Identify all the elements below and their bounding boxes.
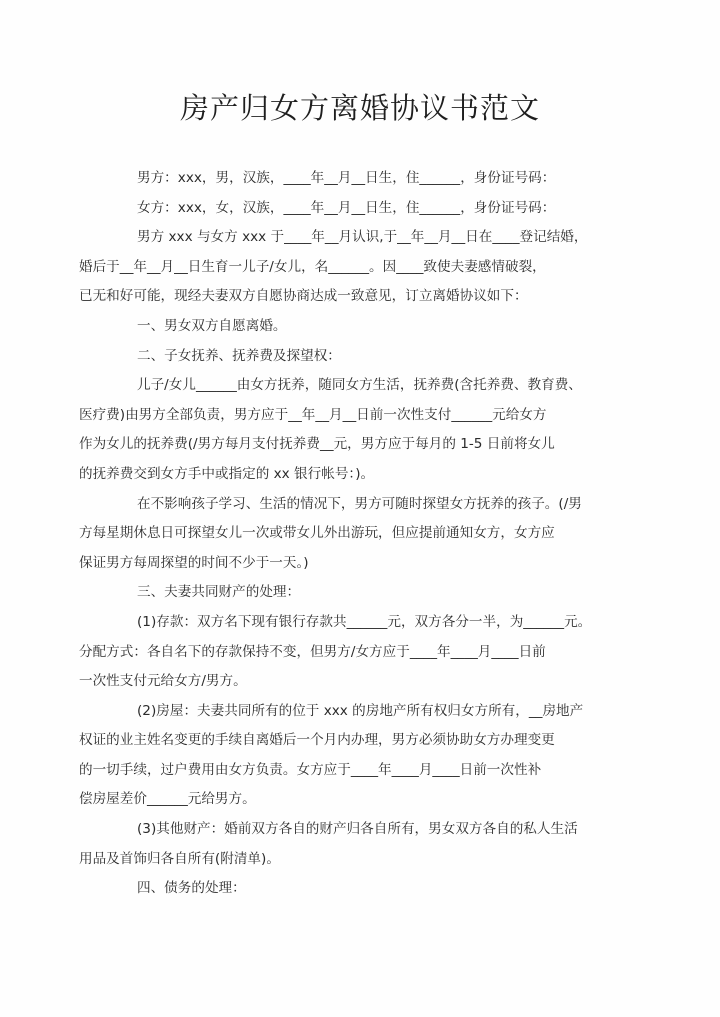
text-line: 在不影响孩子学习、生活的情况下，男方可随时探望女方抚养的孩子。(/男 (137, 495, 582, 512)
section-heading-1 (108, 312, 618, 342)
visitation-paragraph (79, 490, 618, 579)
text-line: 偿房屋差价______元给男方。 (79, 791, 256, 808)
text-line: 一次性支付元给女方/男方。 (79, 673, 247, 690)
document-body (79, 164, 618, 904)
text-line: 一、男女双方自愿离婚。 (137, 317, 287, 334)
text-line: 儿子/女儿______由女方抚养，随同女方生活，抚养费(含托养费、教育费、 (137, 377, 582, 394)
text-line: 婚后于__年__月__日生育一儿子/女儿，名______。因____致使夫妻感情破裂， (79, 258, 546, 275)
text-line: 的一切手续，过户费用由女方负责。女方应于____年____月____日前一次性补 (79, 761, 542, 778)
party-female-info (108, 194, 618, 224)
text-line: 的抚养费交到女方手中或指定的 xx 银行帐号：)。 (79, 465, 375, 482)
text-line: (2)房屋：夫妻共同所有的位于 xxx 的房地产所有权归女方所有，__房地产 (137, 702, 584, 719)
text-line: 用品及首饰归各自所有(附清单)。 (79, 850, 280, 867)
text-line: 男方 xxx 与女方 xxx 于____年__月认识,于__年__月__日在____登记结婚， (137, 229, 588, 246)
child-custody-paragraph (79, 371, 618, 489)
text-line: 四、债务的处理： (137, 880, 246, 897)
text-line: 三、夫妻共同财产的处理： (137, 584, 301, 601)
text-line: 男方：xxx，男，汉族，____年__月__日生，住______，身份证号码： (137, 170, 556, 186)
preamble-paragraph (79, 223, 618, 312)
other-property-paragraph (79, 815, 618, 874)
document-title: 房产归女方离婚协议书范文 (179, 91, 540, 125)
house-paragraph (79, 697, 618, 815)
text-line: 分配方式：各自名下的存款保持不变，但男方/女方应于____年____月____日前 (79, 643, 546, 660)
text-line: 女方：xxx，女，汉族，____年__月__日生，住______，身份证号码： (137, 199, 556, 216)
section-heading-4 (108, 874, 618, 904)
section-heading-3 (108, 578, 618, 608)
text-line: 方每星期休息日可探望女儿一次或带女儿外出游玩，但应提前通知女方，女方应 (79, 525, 555, 542)
text-line: (3)其他财产：婚前双方各自的财产归各自所有，男女双方各自的私人生活 (137, 821, 578, 838)
deposits-paragraph (79, 608, 618, 697)
text-line: 保证男方每周探望的时间不少于一天。) (79, 554, 309, 571)
text-line: 二、子女抚养、抚养费及探望权： (137, 347, 341, 364)
text-line: 已无和好可能，现经夫妻双方自愿协商达成一致意见，订立离婚协议如下： (79, 288, 528, 305)
text-line: (1)存款：双方名下现有银行存款共______元，双方各分一半，为______元。 (137, 613, 592, 630)
section-heading-2 (108, 342, 618, 372)
party-male-info (108, 164, 618, 194)
text-line: 权证的业主姓名变更的手续自离婚后一个月内办理，男方必须协助女方办理变更 (79, 732, 555, 749)
text-line: 作为女儿的抚养费(/男方每月支付抚养费__元，男方应于每月的 1-5 日前将女儿 (79, 436, 555, 453)
text-line: 医疗费)由男方全部负责，男方应于__年__月__日前一次性支付______元给女方 (79, 406, 547, 423)
